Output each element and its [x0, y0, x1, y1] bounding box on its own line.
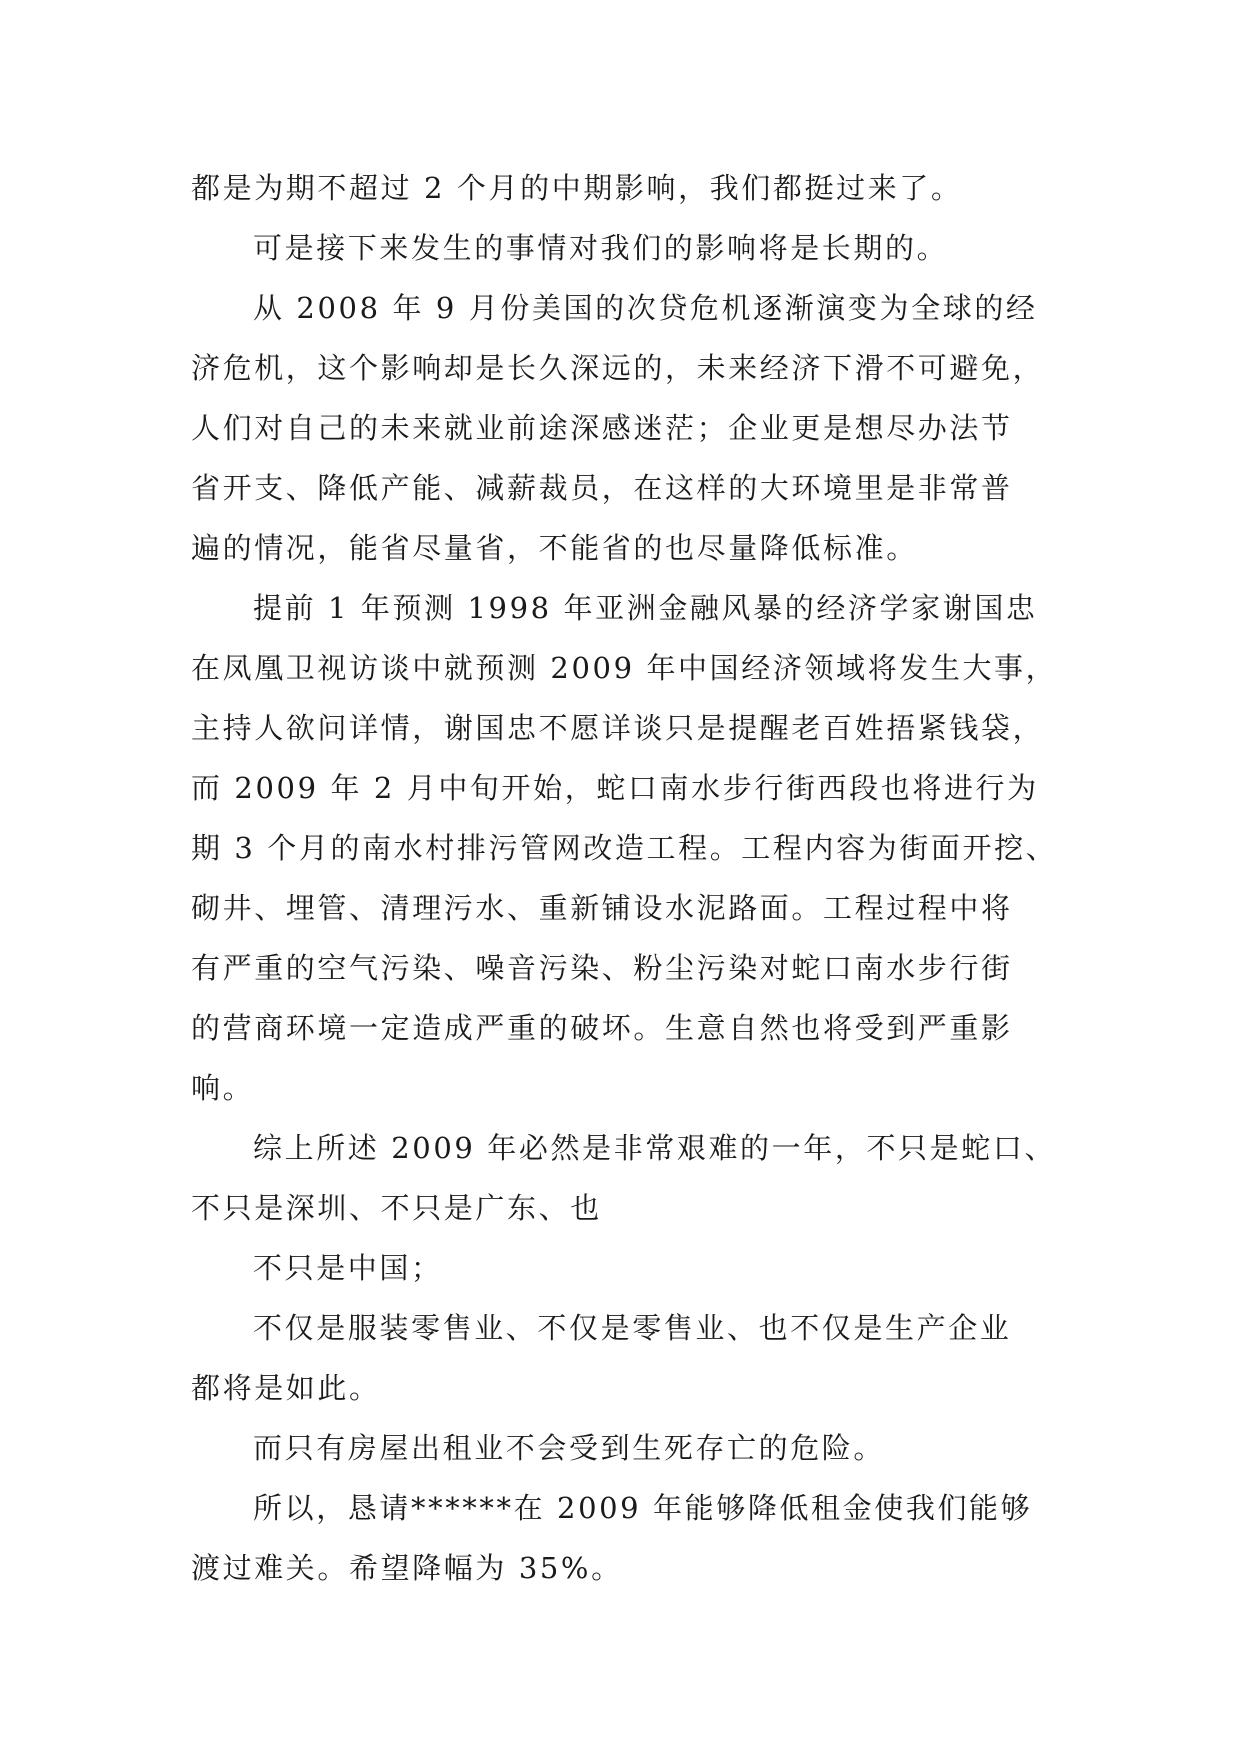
- text-line: 综上所述 2009 年必然是非常艰难的一年，不只是蛇口、: [253, 1131, 1057, 1165]
- text-line: 遍的情况，能省尽量省，不能省的也尽量降低标准。: [191, 531, 918, 565]
- text-line: 在凤凰卫视访谈中就预测 2009 年中国经济领域将发生大事，: [191, 651, 1058, 685]
- text-line: 人们对自己的未来就业前途深感迷茫；企业更是想尽办法节: [191, 411, 1013, 445]
- text-line: 而 2009 年 2 月中旬开始，蛇口南水步行街西段也将进行为: [191, 771, 1039, 805]
- text-line: 可是接下来发生的事情对我们的影响将是长期的。: [253, 231, 949, 265]
- text-line: 响。: [191, 1071, 255, 1105]
- text-line: 省开支、降低产能、减薪裁员，在这样的大环境里是非常普: [191, 471, 1013, 505]
- text-line: 期 3 个月的南水村排污管网改造工程。工程内容为街面开挖、: [191, 831, 1058, 865]
- text-line: 济危机，这个影响却是长久深远的，未来经济下滑不可避免，: [191, 351, 1045, 385]
- text-line: 都是为期不超过 2 个月的中期影响，我们都挺过来了。: [191, 171, 963, 205]
- text-line: 不只是深圳、不只是广东、也: [191, 1191, 602, 1225]
- text-line: 所以，恳请******在 2009 年能够降低租金使我们能够: [253, 1491, 1033, 1525]
- text-line: 主持人欲问详情，谢国忠不愿详谈只是提醒老百姓捂紧钱袋，: [191, 711, 1045, 745]
- text-line: 不仅是服装零售业、不仅是零售业、也不仅是生产企业: [253, 1311, 1012, 1345]
- text-line: 不只是中国；: [253, 1251, 443, 1285]
- text-line: 而只有房屋出租业不会受到生死存亡的危险。: [253, 1431, 886, 1465]
- text-line: 砌井、埋管、清理污水、重新铺设水泥路面。工程过程中将: [191, 891, 1013, 925]
- text-line: 有严重的空气污染、噪音污染、粉尘污染对蛇口南水步行街: [191, 951, 1013, 985]
- document-body: [191, 158, 1071, 1598]
- text-line: 从 2008 年 9 月份美国的次贷危机逐渐演变为全球的经: [253, 291, 1038, 325]
- text-line: 渡过难关。希望降幅为 35%。: [191, 1551, 623, 1585]
- text-line: 提前 1 年预测 1998 年亚洲金融风暴的经济学家谢国忠: [253, 591, 1038, 625]
- text-line: 都将是如此。: [191, 1371, 381, 1405]
- text-line: 的营商环境一定造成严重的破坏。生意自然也将受到严重影: [191, 1011, 1013, 1045]
